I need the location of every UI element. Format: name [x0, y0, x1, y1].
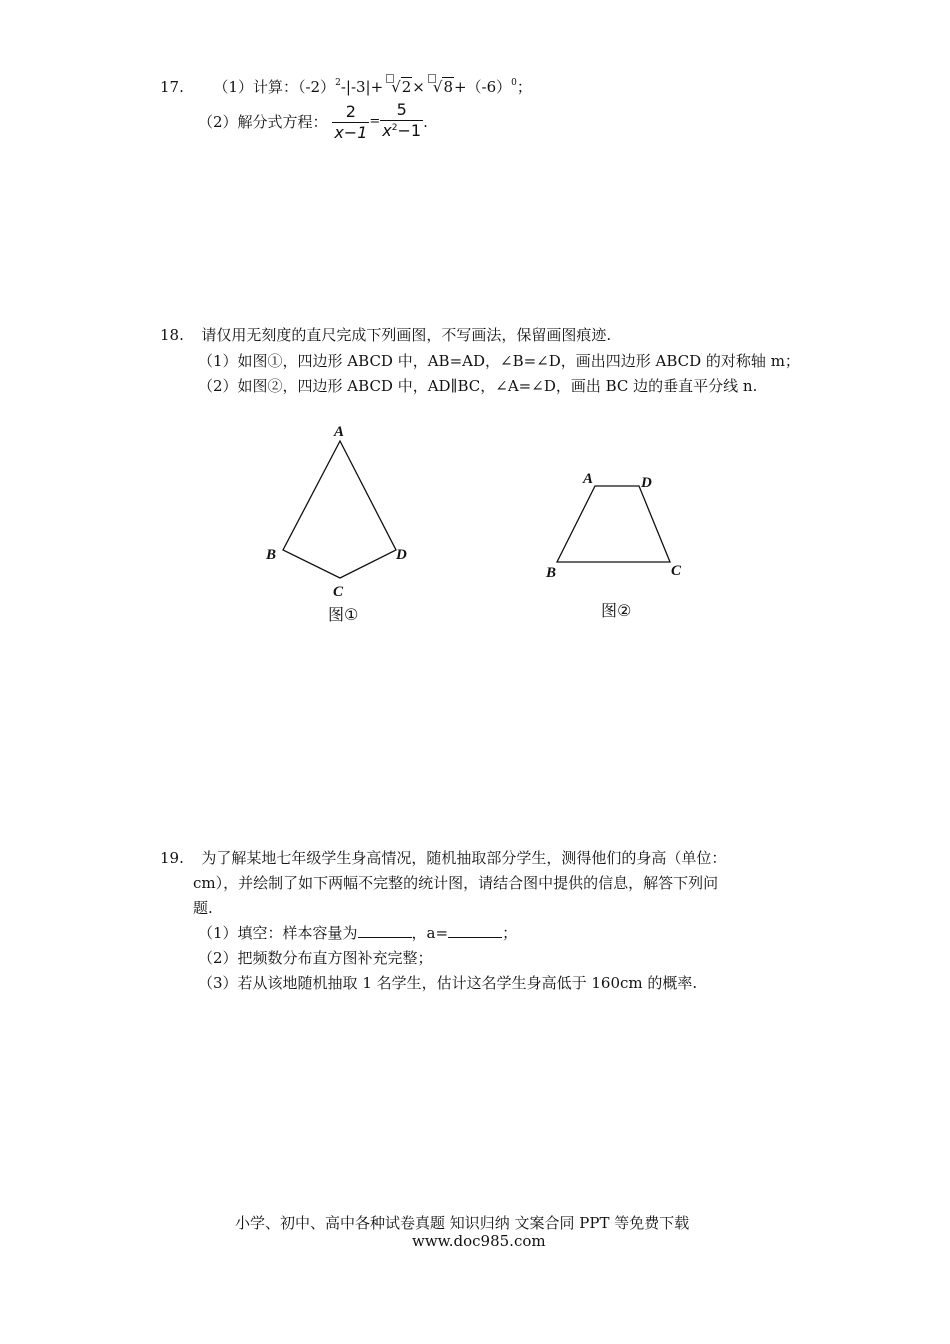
- figure-2-trapezoid: [540, 466, 700, 586]
- q17-exponent-2: 0: [511, 78, 517, 88]
- figure-1-caption: 图①: [328, 605, 359, 624]
- period: .: [423, 113, 428, 131]
- q19-stem-1: 为了解某地七年级学生身高情况，随机抽取部分学生，测得他们的身高（单位：: [201, 849, 727, 867]
- root-index-box-2: [428, 74, 436, 83]
- q19-stem-line3: 题.: [193, 899, 213, 917]
- label-D: D: [641, 475, 652, 491]
- q17-line1: [160, 77, 532, 100]
- cube-root-8: √8: [425, 77, 454, 97]
- q18-part1: （1）如图①，四边形 ABCD 中，AB=AD，∠B=∠D，画出四边形 ABCD 的对称轴 m；: [198, 352, 800, 370]
- q19-stem-line2: cm），并绘制了如下两幅不完整的统计图，请结合图中提供的信息，解答下列问: [193, 874, 719, 892]
- trapezoid-outline: [557, 486, 670, 562]
- footer-line1: 小学、初中、高中各种试卷真题 知识归纳 文案合同 PPT 等免费下载: [235, 1214, 690, 1232]
- label-D: D: [396, 547, 407, 563]
- q17-exponent-1: 2: [335, 78, 341, 88]
- footer-url[interactable]: www.doc985.com: [412, 1232, 546, 1250]
- label-B: B: [546, 565, 557, 581]
- label-A: A: [334, 424, 345, 440]
- q18-number: 18.: [160, 326, 184, 344]
- answer-blank-a[interactable]: [448, 923, 502, 938]
- q17-end: ；: [516, 78, 532, 96]
- q17-part2-label: （2）解分式方程：: [198, 113, 328, 131]
- fraction-right: $\frac{5}{x^2-1}$: [380, 100, 423, 144]
- q18-stem: [160, 325, 611, 345]
- answer-blank-sample-size[interactable]: [358, 923, 412, 938]
- label-B: B: [266, 547, 277, 563]
- q19-number: 19.: [160, 849, 184, 867]
- q17-term-a: （-2）: [297, 78, 336, 96]
- q19-part1: [198, 923, 517, 943]
- q17-line2: [198, 100, 428, 144]
- figure-1-kite: [260, 418, 430, 628]
- cube-root-2: √2: [383, 77, 412, 97]
- q17-term-c: +（-6）: [453, 78, 512, 96]
- q19-stem-line1: [160, 848, 726, 868]
- q17-number: 17.: [160, 78, 184, 96]
- kite-outline: [283, 441, 396, 578]
- label-A: A: [583, 471, 594, 487]
- q17-term-b: -|-3|+: [340, 78, 384, 96]
- q19-part1-text-a: （1）填空：样本容量为: [198, 924, 358, 942]
- label-C: C: [671, 563, 682, 579]
- label-C: C: [333, 584, 344, 600]
- q17-part1-label: （1）计算：: [213, 78, 298, 96]
- figure-2-caption: 图②: [601, 601, 632, 620]
- q18-part2: （2）如图②，四边形 ABCD 中，AD∥BC，∠A=∠D，画出 BC 边的垂直平分线 n.: [198, 377, 758, 395]
- q19-part1-text-b: ，a=: [411, 924, 449, 942]
- q17-times: ×: [412, 78, 425, 96]
- q18-stem-text: 请仅用无刻度的直尺完成下列画图，不写画法，保留画图痕迹.: [201, 326, 612, 344]
- fraction-left: $\frac{2}{x-1}$: [334, 101, 368, 142]
- equals-sign: =: [369, 114, 381, 129]
- q19-part1-text-c: ；: [502, 924, 518, 942]
- q19-part3: （3）若从该地随机抽取 1 名学生，估计这名学生身高低于 160cm 的概率.: [198, 974, 698, 992]
- q19-part2: （2）把频数分布直方图补充完整；: [198, 949, 433, 967]
- root-index-box-1: [386, 74, 394, 83]
